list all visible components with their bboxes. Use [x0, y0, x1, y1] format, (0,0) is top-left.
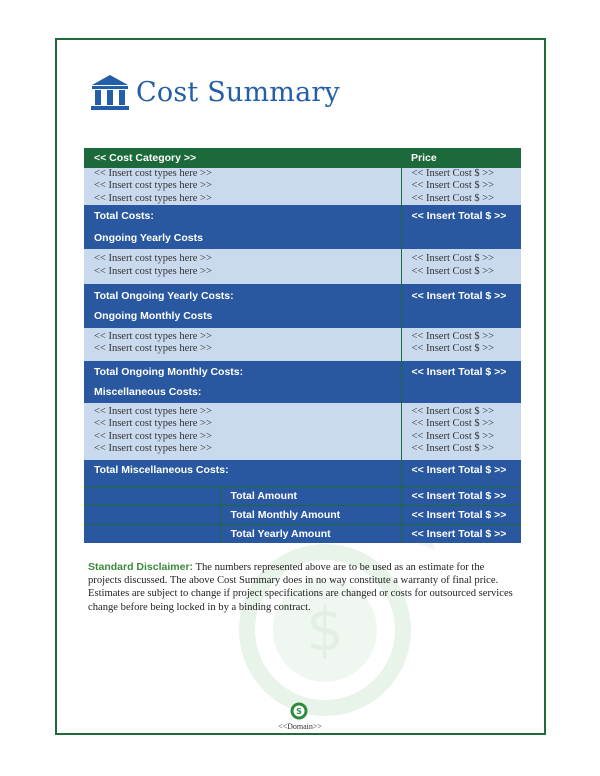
summary-value: << Insert Total $ >>: [401, 486, 521, 505]
disclaimer-paragraph: [88, 561, 518, 614]
page-title: Cost Summary: [136, 76, 340, 108]
total-label: Total Ongoing Monthly Costs:: [84, 361, 401, 381]
cost-item: << Insert cost types here >>: [94, 180, 212, 192]
footer-logo-glyph: S: [296, 707, 302, 716]
svg-text:$: $: [305, 595, 345, 665]
cost-item: << Insert cost types here >>: [94, 253, 212, 265]
cost-price: << Insert Cost $ >>: [411, 192, 495, 204]
cost-items-cell: [84, 249, 401, 284]
cost-summary-table: [84, 148, 521, 543]
table-row: [84, 328, 521, 361]
cost-price: << Insert Cost $ >>: [411, 180, 495, 192]
summary-value: << Insert Total $ >>: [401, 524, 521, 543]
cost-price: << Insert Cost $ >>: [411, 168, 495, 179]
cost-prices-cell: [401, 328, 521, 361]
cost-item: << Insert cost types here >>: [94, 418, 212, 430]
table-row: [84, 403, 521, 461]
summary-row: [84, 486, 521, 505]
bank-building-icon: [90, 73, 130, 111]
cost-item: << Insert cost types here >>: [94, 265, 212, 277]
table-row: [84, 249, 521, 284]
cost-prices-cell: [401, 403, 521, 461]
cost-prices-cell: [401, 168, 521, 205]
header-price: Price: [401, 148, 521, 168]
summary-label: Total Yearly Amount: [220, 524, 401, 543]
dollar-logo-icon: [290, 702, 308, 720]
cost-item: << Insert cost types here >>: [94, 430, 212, 442]
section-label: Ongoing Monthly Costs: [84, 304, 401, 328]
cost-item: << Insert cost types here >>: [94, 192, 212, 204]
section-label: Miscellaneous Costs:: [84, 381, 401, 403]
disclaimer-label: Standard Disclaimer:: [88, 561, 194, 573]
cost-price: << Insert Cost $ >>: [411, 443, 495, 455]
header-category: << Cost Category >>: [84, 148, 401, 168]
total-value: << Insert Total $ >>: [401, 460, 521, 486]
summary-row: [84, 505, 521, 524]
total-label: Total Ongoing Yearly Costs:: [84, 284, 401, 304]
cost-price: << Insert Cost $ >>: [411, 331, 495, 343]
section-row: [84, 381, 521, 403]
cost-item: << Insert cost types here >>: [94, 343, 212, 355]
section-row: [84, 304, 521, 328]
cost-item: << Insert cost types here >>: [94, 331, 212, 343]
cost-item: << Insert cost types here >>: [94, 168, 212, 179]
cost-price: << Insert Cost $ >>: [411, 418, 495, 430]
cost-price: << Insert Cost $ >>: [411, 343, 495, 355]
total-row: [84, 205, 521, 227]
cost-item: << Insert cost types here >>: [94, 443, 212, 455]
table-row: [84, 168, 521, 205]
cost-items-cell: [84, 403, 401, 461]
total-label: Total Miscellaneous Costs:: [84, 460, 401, 486]
summary-value: << Insert Total $ >>: [401, 505, 521, 524]
disclaimer-text: The numbers represented above are to be used as an estimate for the projects discussed. The above Cost Summary does in no way constitute a warranty of final price. Estimates are subject to change if project specifications are changed or costs for outsourced services change before being locked in by a binding contract.: [88, 562, 513, 613]
summary-label: Total Amount: [220, 486, 401, 505]
cost-price: << Insert Cost $ >>: [411, 253, 495, 265]
total-row: [84, 361, 521, 381]
total-value: << Insert Total $ >>: [401, 205, 521, 227]
cost-price: << Insert Cost $ >>: [411, 265, 495, 277]
dollar-watermark-icon: [210, 520, 440, 720]
total-row: [84, 284, 521, 304]
cost-items-cell: [84, 168, 401, 205]
total-row: [84, 460, 521, 486]
cost-price: << Insert Cost $ >>: [411, 405, 495, 417]
cost-prices-cell: [401, 249, 521, 284]
summary-row: [84, 524, 521, 543]
cost-items-cell: [84, 328, 401, 361]
section-row: [84, 227, 521, 249]
section-label: Ongoing Yearly Costs: [84, 227, 401, 249]
table-header-row: [84, 148, 521, 168]
summary-label: Total Monthly Amount: [220, 505, 401, 524]
cost-price: << Insert Cost $ >>: [411, 430, 495, 442]
footer-domain: <<Domain>>: [278, 722, 322, 731]
title-row: [90, 72, 340, 112]
total-value: << Insert Total $ >>: [401, 284, 521, 304]
total-label: Total Costs:: [84, 205, 401, 227]
cost-item: << Insert cost types here >>: [94, 405, 212, 417]
total-value: << Insert Total $ >>: [401, 361, 521, 381]
